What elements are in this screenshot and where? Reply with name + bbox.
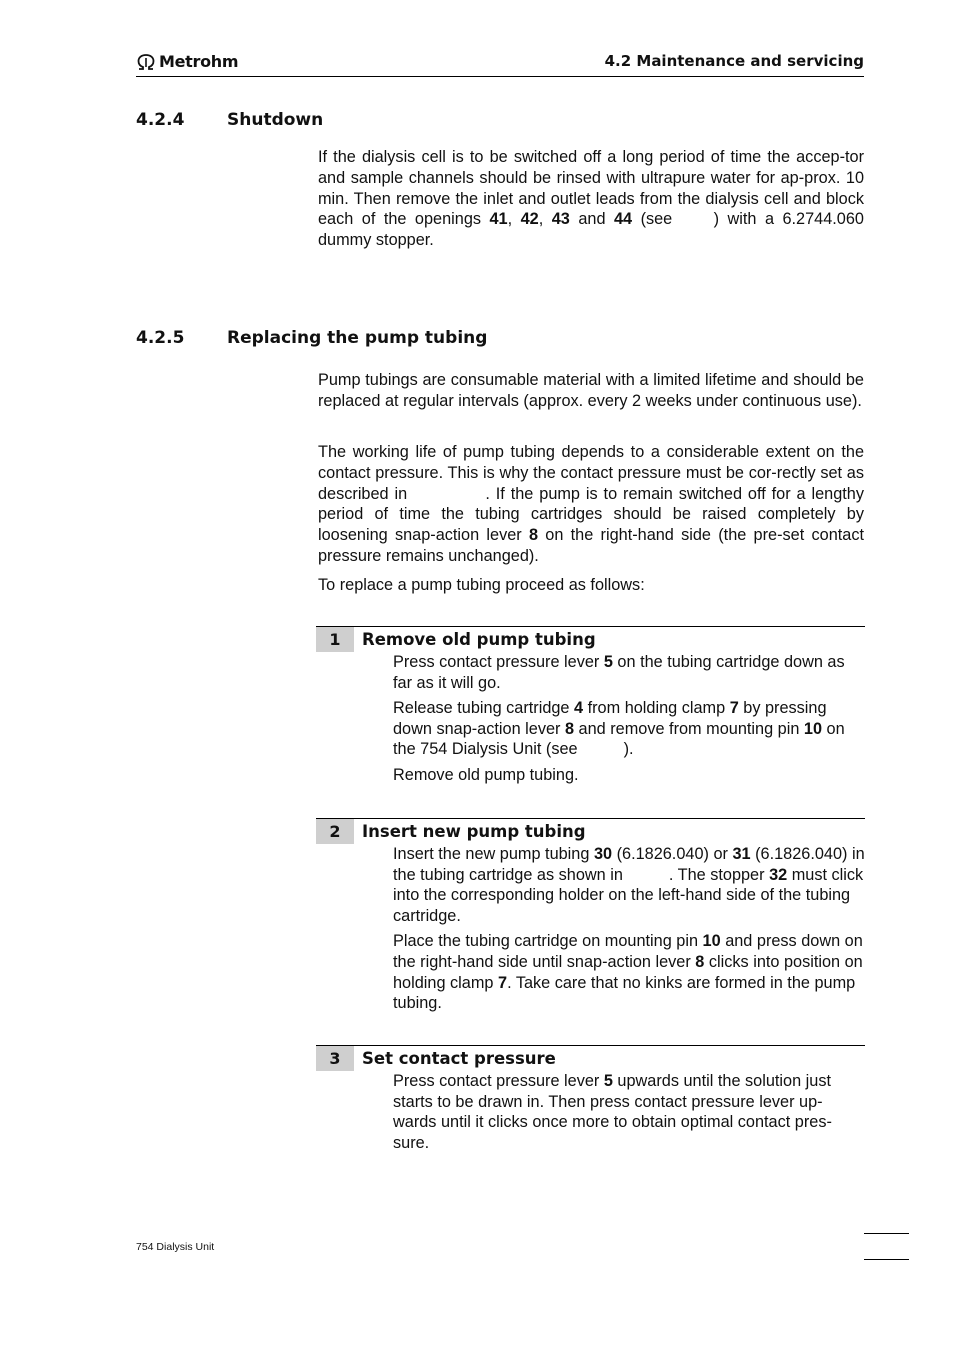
step-header (316, 1046, 865, 1071)
step-paragraph: Place the tubing cartridge on mounting pin 10 and press down on the right-hand side until snap-action lever 8 clicks into position on holding clamp 7. Take care that no kinks are formed in the pump tubing. (393, 932, 863, 1013)
body-paragraph: The working life of pump tubing depends to a considerable extent on the contact pressure. This is why the contact pressure must be cor-rectly set as described in . If the pump is to remain switched off for a lengthy period of time the tubing cartridges should be raised completely by loosening snap-action lever 8 on the right-hand side (the pre-set contact pressure remains unchanged). (318, 443, 864, 565)
running-section-title: 4.2 Maintenance and servicing (604, 52, 864, 70)
step-number: 2 (316, 819, 354, 844)
footer-rule (864, 1233, 909, 1234)
footer-rule (864, 1259, 909, 1260)
step-paragraph: Remove old pump tubing. (393, 765, 579, 784)
section-number: 4.2.5 (136, 328, 185, 348)
section-title: Shutdown (227, 110, 324, 130)
brand-name: Metrohm (159, 52, 239, 71)
step-number: 1 (316, 627, 354, 652)
procedure-step (316, 626, 865, 786)
metrohm-omega-icon (136, 54, 156, 70)
procedure-step (316, 818, 865, 1014)
brand-logo (136, 52, 238, 71)
step-paragraph: Press contact pressure lever 5 on the tubing cartridge down as far as it will go. (393, 653, 845, 692)
step-paragraph: Release tubing cartridge 4 from holding clamp 7 by pressing down snap-action lever 8 and remove from mounting pin 10 on the 754 Dialysis Unit (see ). (393, 699, 845, 759)
step-header (316, 627, 865, 652)
step-paragraph: Press contact pressure lever 5 upwards until the solution just starts to be drawn in. Then press contact pressure lever up-wards until it clicks once more to obtain optimal contact pres-sure. (393, 1072, 832, 1152)
footer-product-name: 754 Dialysis Unit (136, 1241, 215, 1253)
step-paragraph: Insert the new pump tubing 30 (6.1826.040) or 31 (6.1826.040) in the tubing cartridge as shown in . The stopper 32 must click into the corresponding holder on the left-hand side of the tubing cartridge. (393, 845, 865, 925)
section-heading-shutdown (136, 110, 323, 130)
step-header (316, 819, 865, 844)
body-paragraph: If the dialysis cell is to be switched off a long period of time the accep-tor and sample channels should be rinsed with ultrapure water for ap-prox. 10 min. Then remove the inlet and outlet leads from the dialysis cell and block each of the openings 41, 42, 43 and 44 (see ) with a 6.2744.060 dummy stopper. (318, 148, 864, 250)
body-paragraph: Pump tubings are consumable material with a limited lifetime and should be replaced at regular intervals (approx. every 2 weeks under continuous use). (318, 371, 864, 410)
procedure-step (316, 1045, 865, 1153)
section-title: Replacing the pump tubing (227, 328, 488, 348)
step-body (316, 652, 865, 786)
step-number: 3 (316, 1046, 354, 1071)
page-header (136, 50, 864, 77)
step-title: Remove old pump tubing (362, 630, 596, 649)
step-body (316, 1071, 865, 1153)
step-body (316, 844, 865, 1014)
step-title: Insert new pump tubing (362, 822, 586, 841)
body-paragraph: To replace a pump tubing proceed as follows: (318, 576, 645, 594)
section-heading-replacing-pump-tubing (136, 328, 487, 348)
step-title: Set contact pressure (362, 1049, 556, 1068)
section-number: 4.2.4 (136, 110, 185, 130)
